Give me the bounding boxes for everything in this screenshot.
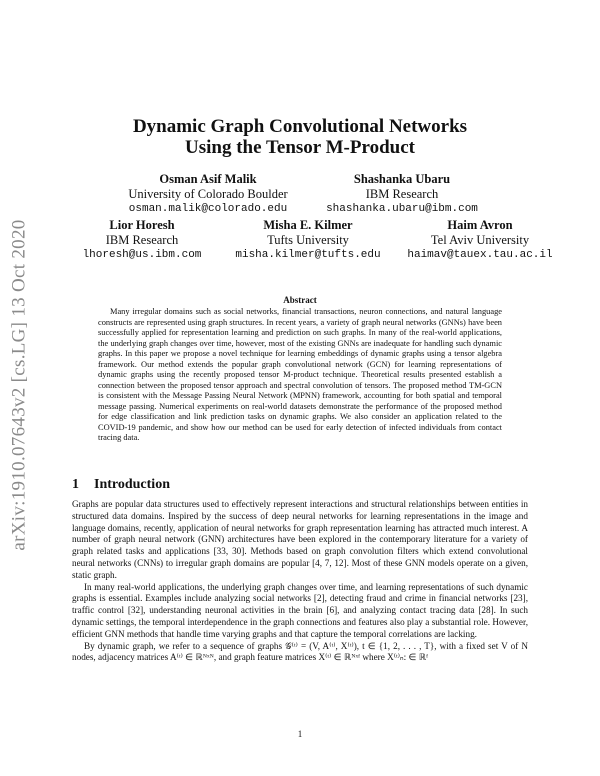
introduction-body bbox=[72, 499, 528, 664]
author-block bbox=[392, 218, 568, 263]
body-paragraph: In many real-world applications, the underlying graph changes over time, and learning representations of such dynamic graphs is essential. Examples include analyzing social networks [2], detecting fraud and crime in financial networks [23], traffic control [32], understanding neuronal activities in the brain [6], and analyzing contact tracing data [28]. In such dynamic settings, the temporal interdependence in the graph connections and features also play a substantial role. However, efficient GNN methods that handle time varying graphs and that capture the temporal correlations are lacking. bbox=[72, 581, 528, 639]
author-block bbox=[120, 172, 296, 217]
page-number: 1 bbox=[297, 729, 303, 739]
author-affiliation: IBM Research bbox=[365, 187, 439, 201]
author-email[interactable]: lhoresh@us.ibm.com bbox=[82, 249, 202, 261]
body-paragraph: By dynamic graph, we refer to a sequence of graphs 𝒢⁽ᵗ⁾ = (V, A⁽ᵗ⁾, X⁽ᵗ⁾), t ∈ {1, 2, . . . , T}, with a fixed set V of N nodes, adjacency matrices A⁽ᵗ⁾ ∈ ℝᴺˣᴺ, and graph feature matrices X⁽ᵗ⁾ ∈ ℝᴺˣᶠ where X⁽ᵗ⁾ₙ: ∈ ℝᶠ bbox=[72, 640, 528, 663]
paper-title bbox=[0, 116, 600, 158]
section-title: Introduction bbox=[94, 477, 170, 492]
section-heading bbox=[72, 477, 170, 493]
author-email[interactable]: haimav@tauex.tau.ac.il bbox=[407, 249, 553, 261]
title-line-2: Using the Tensor M-Product bbox=[185, 137, 415, 158]
abstract-heading: Abstract bbox=[283, 295, 317, 305]
arxiv-identifier-stamp bbox=[2, 210, 38, 560]
section-number: 1 bbox=[72, 477, 79, 492]
author-email[interactable]: misha.kilmer@tufts.edu bbox=[235, 249, 381, 261]
title-line-1: Dynamic Graph Convolutional Networks bbox=[132, 116, 468, 137]
author-affiliation: IBM Research bbox=[105, 233, 179, 247]
author-block bbox=[62, 218, 222, 263]
author-name: Lior Horesh bbox=[109, 218, 175, 232]
author-email[interactable]: shashanka.ubaru@ibm.com bbox=[326, 203, 478, 215]
author-name: Osman Asif Malik bbox=[159, 172, 257, 186]
abstract-text: Many irregular domains such as social networks, financial transactions, neuron connections, and natural language constructs are represented using graph structures. In recent years, a variety of graph neural networks (GNNs) have been successfully applied for representation learning and prediction on such graphs. In many of the real-world applications, the underlying graph changes over time, however, most of the existing GNNs are inadequate for handling such dynamic graphs. In this paper we propose a novel technique for learning embeddings of dynamic graphs using a tensor algebra framework. Our method extends the popular graph convolutional network (GCN) for learning representations of dynamic graphs using the recently proposed tensor M-product technique. Theoretical results presented establish a connection between the proposed tensor approach and spectral convolution of tensors. The proposed method TM-GCN is consistent with the Message Passing Neural Network (MPNN) framework, accounting for both spatial and temporal message passing. Numerical experiments on real-world datasets demonstrate the performance of the proposed method for edge classification and link prediction tasks on dynamic graphs. We also consider an application related to the COVID-19 pandemic, and show how our method can be used for early detection of infected individuals from contact tracing data. bbox=[98, 307, 502, 442]
author-name: Misha E. Kilmer bbox=[263, 218, 353, 232]
author-name: Haim Avron bbox=[447, 218, 513, 232]
author-affiliation: Tel Aviv University bbox=[430, 233, 530, 247]
author-block bbox=[310, 172, 494, 217]
author-block bbox=[220, 218, 396, 263]
author-email[interactable]: osman.malik@colorado.edu bbox=[128, 203, 288, 215]
author-name: Shashanka Ubaru bbox=[353, 172, 451, 186]
author-affiliation: Tufts University bbox=[267, 233, 349, 247]
author-affiliation: University of Colorado Boulder bbox=[128, 187, 288, 201]
arxiv-identifier-text: arXiv:1910.07643v2 [cs.LG] 13 Oct 2020 bbox=[9, 219, 30, 551]
body-paragraph: Graphs are popular data structures used to effectively represent interactions and structural relationships between entities in structured data domains. Inspired by the success of deep neural networks for learning representations in the image and language domains, recently, application of neural networks for graph representation learning has attracted much interest. A number of graph neural network (GNN) architectures have been explored in the contemporary literature for a variety of graph related tasks and applications [33, 30]. Methods based on graph convolution filters which extend convolutional neural networks (CNNs) to irregular graph domains are popular [4, 7, 12]. Most of these GNN models operate on a given, static graph. bbox=[72, 499, 528, 580]
